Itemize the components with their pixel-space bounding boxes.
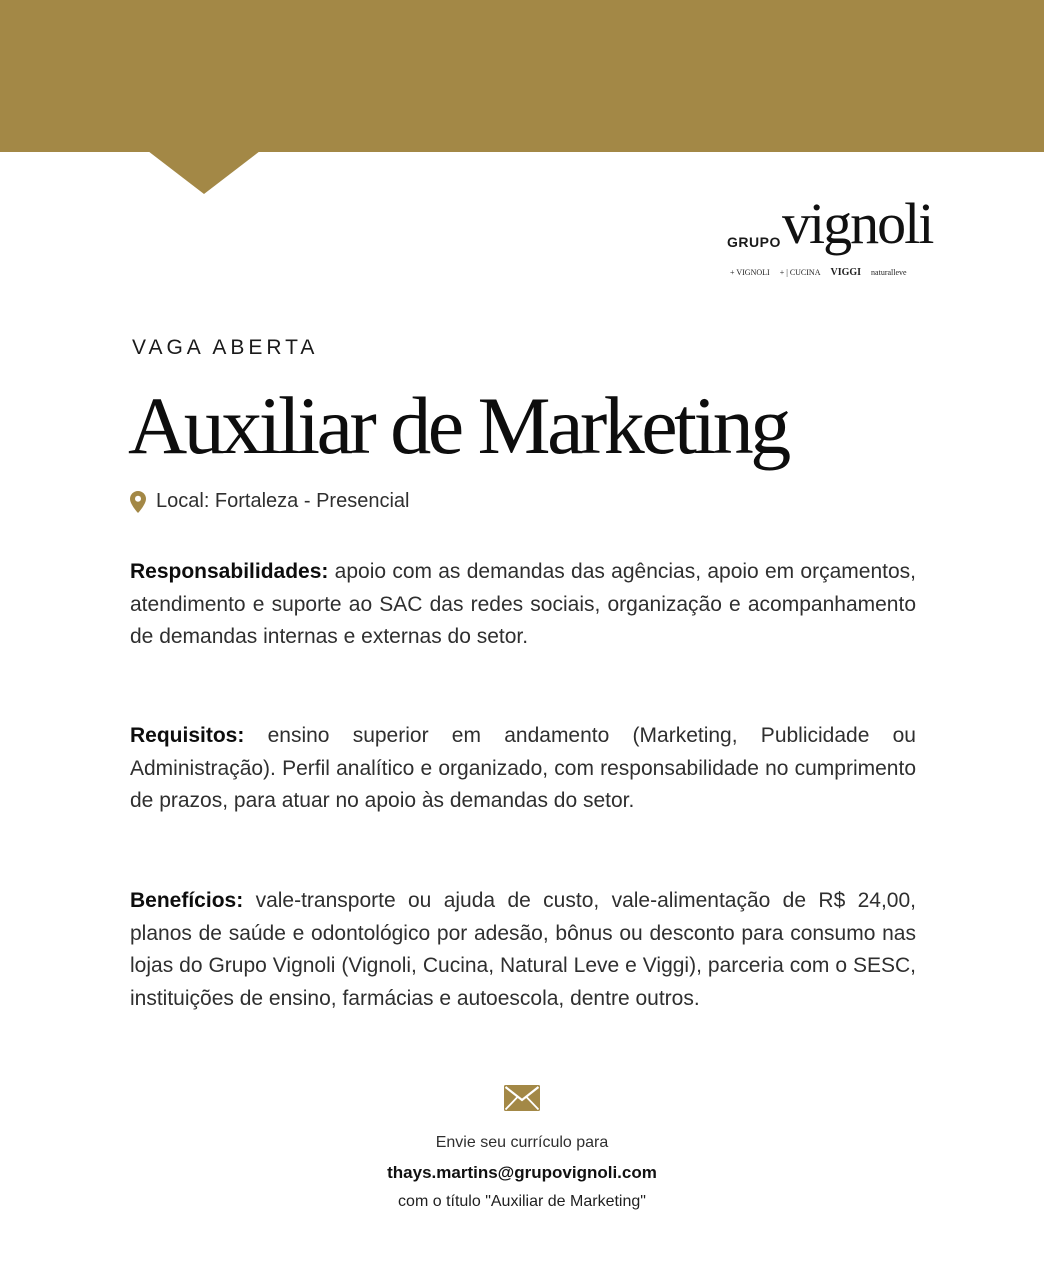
top-gold-band [0,0,1044,152]
logo-vignoli-text: vignoli [782,191,933,256]
requirements-text: ensino superior em andamento (Marketing, Publicidade ou Administração). Perfil analítico e organizado, com responsabilidade no cumprimento de prazos, para atuar no apoio às demandas do setor. [130,724,916,812]
location-text: Local: Fortaleza - Presencial [156,490,410,512]
job-eyebrow: VAGA ABERTA [132,336,319,359]
job-title: Auxiliar de Marketing [128,380,788,471]
brand-viggi: VIGGI [830,266,862,278]
footer-email-link[interactable]: thays.martins@grupovignoli.com [387,1163,657,1182]
logo-grupo-text: GRUPO [727,234,781,250]
brand-vignoli: + VIGNOLI [730,267,770,277]
benefits-section [130,885,916,1015]
job-location [130,490,409,513]
logo-brand-list [730,264,944,280]
benefits-text: vale-transporte ou ajuda de custo, vale-alimentação de R$ 24,00, planos de saúde e odontológico por adesão, bônus ou desconto para consumo nas lojas do Grupo Vignoli (Vignoli, Cucina, Natural Leve e Viggi), parceria com o SESC, instituições de ensino, farmácias e autoescola, dentre outros. [130,889,916,1010]
responsibilities-text: apoio com as demandas das agências, apoio em orçamentos, atendimento e suporte ao SAC das redes sociais, organização e acompanhamento de demandas internas e externas do setor. [130,560,916,648]
grupo-vignoli-logo [726,191,942,284]
benefits-label: Benefícios: [130,889,244,912]
brand-naturalleve: naturalleve [871,267,907,277]
envelope-icon [504,1085,540,1111]
footer-send-cv-text: Envie seu currículo para [435,1134,609,1151]
brand-cucina: + | CUCINA [779,267,821,277]
requirements-section [130,720,916,818]
top-arrow-notch [148,151,260,194]
responsibilities-section [130,556,916,654]
footer-subject-text: com o título "Auxiliar de Marketing" [398,1193,646,1210]
map-pin-icon [130,491,146,513]
responsibilities-label: Responsabilidades: [130,560,329,583]
requirements-label: Requisitos: [130,724,245,747]
